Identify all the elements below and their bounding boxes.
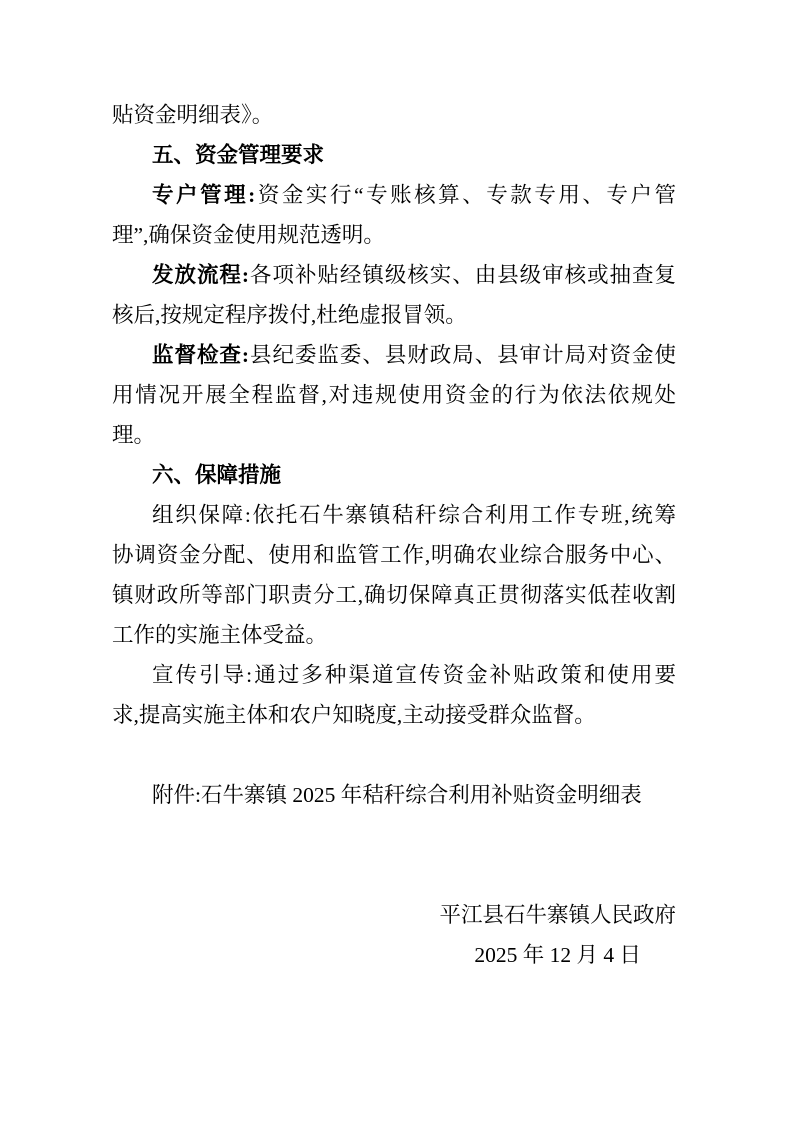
text-run: 理”,确保资金使用规范透明。 [112,223,385,247]
text-line [112,295,676,335]
text-run: 协调资金分配、使用和监管工作,明确农业综合服务中心、 [112,543,676,567]
text-line [112,175,676,215]
signature [439,895,676,975]
text-line [112,495,676,535]
text-run: 宣传引导:通过多种渠道宣传资金补贴政策和使用要 [152,663,676,687]
text-run: 镇财政所等部门职责分工,确切保障真正贯彻落实低茬收割 [112,583,676,607]
text-run: 组织保障:依托石牛寨镇秸秆综合利用工作专班,统筹 [152,503,676,527]
text-line [112,575,676,615]
heading-line [112,135,676,175]
blank-line [112,815,676,855]
text-run: 核后,按规定程序拨付,杜绝虚报冒领。 [112,303,467,327]
document-content [112,95,676,895]
text-run: 各项补贴经镇级核实、由县级审核或抽查复 [249,263,676,287]
bold-text-run: 监督检查: [152,343,250,367]
text-run: 县纪委监委、县财政局、县审计局对资金使 [249,343,676,367]
text-run: 附件:石牛寨镇 2025 年秸秆综合利用补贴资金明细表 [152,783,642,807]
text-line [112,415,676,455]
text-line [112,775,676,815]
text-line [112,255,676,295]
text-line [112,695,676,735]
bold-text-run: 五、资金管理要求 [152,143,325,167]
text-line [112,335,676,375]
bold-text-run: 发放流程: [152,263,250,287]
bold-text-run: 专户管理: [152,183,256,207]
text-run: 贴资金明细表》。 [112,103,274,127]
text-run: 理。 [112,423,156,447]
blank-line [112,735,676,775]
text-run: 用情况开展全程监督,对违规使用资金的行为依法依规处 [112,383,676,407]
text-line [112,615,676,655]
text-line [112,375,676,415]
heading-line [112,455,676,495]
bold-text-run: 六、保障措施 [152,463,282,487]
text-run: 工作的实施主体受益。 [112,623,328,647]
text-run: 资金实行“专账核算、专款专用、专户管 [255,183,676,207]
text-line [112,215,676,255]
text-run: 求,提高实施主体和农户知晓度,主动接受群众监督。 [112,703,596,727]
signature-org-line: 平江县石牛寨镇人民政府 [439,903,676,927]
text-line [112,655,676,695]
signature-date-line: 2025 年 12 月 4 日 [474,943,642,967]
signature-block [112,895,676,975]
text-line [112,95,676,135]
text-line [112,535,676,575]
blank-line [112,855,676,895]
